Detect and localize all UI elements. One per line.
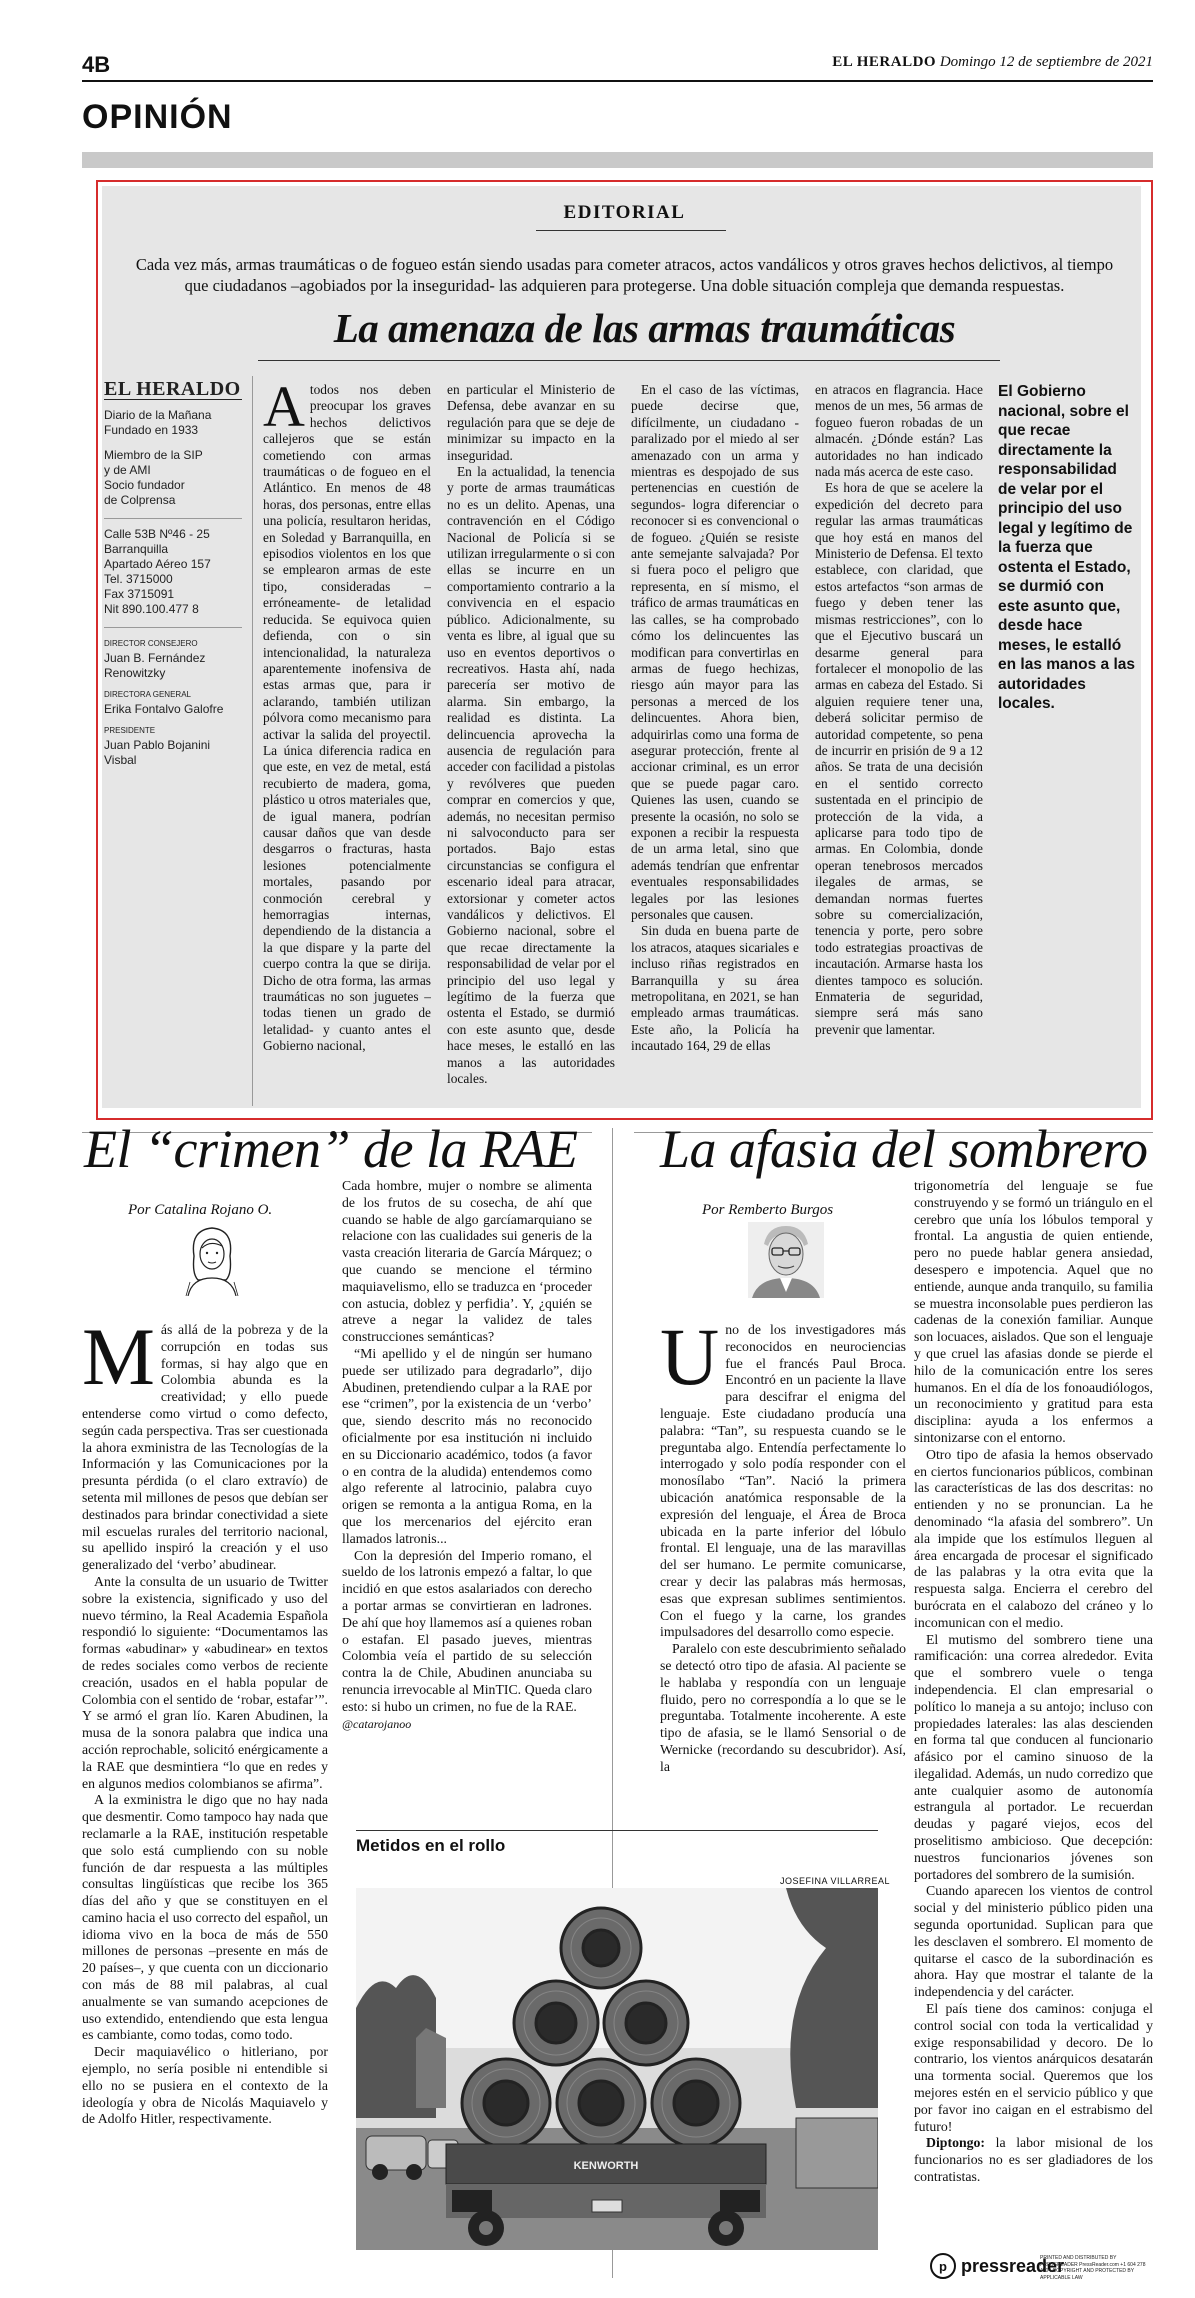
masthead-line: Tel. 3715000 [104, 572, 173, 586]
editorial-paragraph: en particular el Ministerio de Defensa, debe avanzar en su regulación para que se deje de minimizar su impacto en la inseguridad. [447, 382, 615, 463]
column-paragraph: El mutismo del sombrero tiene una ramificación: una correa alrededor. Evita que el sombrero vuele o tenga independencia. El clan empresarial o político lo maneja a su antojo; incluso con propiedades laterales: las alas descienden en forma tal que conducen al funcionario afásico por el camino sinuoso de la ilegalidad. Además, un nudo corredizo que ante cualquier asomo de autonomía estrangula al portador. Le recuerdan deudas y pagaré viejos, ecos del proselitismo ambicioso. Que decepción: nuestros funcionarios jóvenes son portadores del sombrero de la sumisión. [914, 1631, 1153, 1882]
pressreader-icon: p [930, 2253, 956, 2279]
paper-name: EL HERALDO [832, 54, 937, 70]
masthead-separator [104, 518, 242, 519]
column-paragraph: trigonometría del lenguaje se fue construyendo y se formó un triángulo en el cerebro que unía los lóbulos temporal y frontal. La angustia de quien entiende, pero no puede hablar genera ansiedad, desespero e impotencia. Aquel que no entiende, aunque anda tranquilo, su familia se muestra inconsolable pues perdieron las cadenas de la conexión familiar. Aunque son locuaces, aislados. Que son el lenguaje y que cruel las afasias donde se pierde el hilo de la comunicación entre los seres humanos. En el día de los fonoaudiólogos, un reconocimiento y gratitud para esta disciplina: ayuda a los enfermos a sintonizarse con el entorno. [914, 1178, 1153, 1445]
photo-title: Metidos en el rollo [356, 1836, 506, 1855]
masthead-line: Miembro de la SIP [104, 448, 203, 462]
photo-truck-rolls [356, 1888, 878, 2250]
editorial-paragraph: En la actualidad, la tenencia y porte de armas traumáticas no es un delito. Apenas, una contravención en el Código Nacional de Policía si se utilizan irregularmente o si con ellas se incurre en un comportamiento contrario a la convivencia en el espacio público. Adicionalmente, su venta es libre, al igual que su uso en eventos deportivos o recreativos. Hasta ahí, nada parecería ser motivo de alarma. Sin embargo, la realidad es distinta. La delincuencia aprovecha la ausencia de regulación para acceder con facilidad a pistolas y revólveres que pueden comprar en comercios y que, además, no necesitan permiso ni salvoconducto para ser portados. Bajo estas circunstancias se configura el escenario ideal para atracar, extorsionar y cometer actos vandálicos y delictivos. El Gobierno nacional, sobre el que recae directamente la responsabilidad de velar por el principio del uso legal y legítimo de la fuerza que ostenta el Estado, se durmió con este asunto que, desde hace meses, le estalló en las manos a las autoridades locales. [447, 464, 615, 1087]
closing-label: Diptongo: [926, 2135, 986, 2151]
masthead-person: Juan B. Fernández Renowitzky [104, 651, 206, 680]
masthead-separator [104, 627, 242, 628]
column1-text-b [342, 1178, 592, 1778]
section-grey-bar [82, 152, 1153, 168]
editorial-column-2 [447, 382, 615, 1112]
editorial-paragraph: En el caso de las víctimas, puede decirse que, difícilmente, un ciudadano - paralizado por el miedo al ser amenazado con un arma y mientras es despojado de sus pertenencias en cuestión de segundos- logra diferenciar o reconocer si es convencional o de fogueo. ¿Quién se resiste ante semejante salvajada? Por si fuera poco el peligro que representa, en sí mismo, el tráfico de armas traumáticas en las calles, se ha comprobado cómo los delincuentes las modifican para convertirlas en armas de fuego hechizas, riesgo aún mayor para las personas a merced de los delincuentes. Ahora bien, adquirirlas como una forma de asegurar protección, frente al accionar criminal, es un error que se puede pagar caro. Quienes las usen, cuando se presente la ocasión, no solo se exponen a recibir la respuesta de un arma letal, sino que además tendrían que enfrentar eventuales responsabilidades legales por las lesiones personales que causen. [631, 382, 799, 922]
masthead-logo: EL HERALDO [104, 378, 241, 400]
editorial-text: todos nos deben preocupar los graves hechos delictivos callejeros que se están cometiendo con armas traumáticas o de fogueo en el Atlántico. En menos de 48 horas, dos personas, entre ellas una policía, resultaron heridas, en Soledad y Barranquilla, en episodios violentos en los que se emplearon armas de este tipo, consideradas –erróneamente- de letalidad reducida. Se equivoca quien defienda, con o sin intencionalidad, la naturaleza aparentemente inofensiva de estas armas que, para ir aclarando, también utilizan pólvora como mecanismo para activar la salida del proyectil. La única diferencia radica en que este, en vez de metal, está recubierto de madera, goma, plástico u otros materiales que, de igual manera, podrían causar daños que van desde desgarros o fracturas, hasta lesiones potencialmente mortales, pasando por conmoción cerebral y hemorragias internas, dependiendo de la distancia a la que dispare y la parte del cuerpo contra la que se dirija. Dicho de otra forma, las armas traumáticas no son juguetes –todas tienen un grado de letalidad- y cuanto antes el Gobierno nacional, [263, 382, 431, 1054]
column-paragraph: Cada hombre, mujer o nombre se alimenta de los frutos de su cosecha, de ahí que cuando se hable de algo garcíamarquiano se relacione con las cualidades sui generis de la vasta creación literaria de García Márquez; o que cuando se mencione el término maquiavelismo, ello se traduzca en ‘proceder con astucia, doblez y perfidia’. Y, ¿quién se atreve a negar la validez de tales construcciones semánticas? [342, 1178, 592, 1345]
editorial-column-4 [815, 382, 983, 1112]
column-paragraph: Cuando aparecen los vientos de control social y del ministerio público piden una segunda oportunidad. Suplican para que les desclaven el sombrero. El momento de quitarse el casco de la subordinación es ahora. Hay que mostrar el talante de la independencia y del carácter. [914, 1883, 1153, 2000]
column2-byline: Por Remberto Burgos [702, 1202, 834, 1218]
editorial-paragraph: Sin duda en buena parte de los atracos, ataques sicariales e incluso riñas registrados en Barranquilla y su área metropolitana, en 2021, se han empleado armas traumáticas. Este año, la Policía ha incautado 164, 29 de ellas [631, 923, 799, 1054]
masthead-line: Calle 53B Nº46 - 25 [104, 527, 210, 541]
masthead-person: Erika Fontalvo Galofre [104, 702, 224, 716]
editorial-title: La amenaza de las armas traumáticas [333, 305, 956, 351]
editorial-dropcap: A [263, 382, 305, 439]
column-paragraph: “Mi apellido y el de ningún ser humano puede ser utilizado para degradarlo”, dijo Abudinen, pretendiendo culpar a la RAE por ese “crimen”, por la existencia de un ‘verbo’ que, siendo descrito más no reconocido oficialmente por esa institución ni incluido en su Diccionario académico, todos (a favor o en contra de la aludida) entendemos como algo referente al latrocinio, palabra cuyo origen se remonta a la antigua Roma, en la que los mercenarios del ejército eran llamados latronis... [342, 1345, 592, 1546]
column-paragraph: El país tiene dos caminos: conjuga el control social con toda la verticalidad y exige responsabilidad y decoro. De lo contrario, los vientos anárquicos desatarán una tormenta social. Queremos que los mejores estén en el servicio público y que por favor ino caigan en el estrabismo del futuro! [914, 2001, 1153, 2134]
editorial-column-1 [263, 382, 431, 1112]
page-number: 4B [82, 52, 111, 77]
paper-date-line [832, 54, 1153, 71]
column1-title: El “crimen” de la RAE [84, 1119, 578, 1179]
column-paragraph: Paralelo con este descubrimiento señalado se detectó otro tipo de afasia. Al paciente se le hablaba y respondía con un lenguaje fluido, pero no correspondía a lo que se le preguntaba. Totalmente incoherente. A este tipo de afasia, se le llamó Sensorial o de Wernicke (recordando su descubridor). Así, la [660, 1641, 906, 1774]
columnist-portrait [180, 1222, 244, 1296]
masthead-line: Diario de la Mañana [104, 408, 212, 422]
column-paragraph: Otro tipo de afasia la hemos observado en ciertos funcionarios públicos, combinan las características de las dos descritas: no entienden y no se pronuncian. La he denominado “la afasia del sombrero”. Un ala impide que los estímulos lleguen al área encargada de procesar el significado de las palabras y la otra evita que la respuesta salga. Encierra el cerebro del burócrata en el calabozo del cráneo y lo incomunican con el medio. [914, 1446, 1153, 1630]
pressreader-note: PRINTED AND DISTRIBUTED BY PRESSREADER PressReader.com +1 604 278 4604 COPYRIGHT AND PROTECTED BY APPLICABLE LAW [1040, 2255, 1146, 2281]
header-rule [82, 80, 1153, 82]
column1-handle: @catarojanoo [342, 1716, 412, 1731]
column1-dropcap: M [82, 1322, 155, 1402]
editorial-columns [263, 382, 983, 1112]
masthead-line: de Colprensa [104, 493, 176, 507]
column-paragraph [82, 1322, 328, 1574]
editorial-box [96, 180, 1153, 1120]
masthead-role: DIRECTORA GENERAL [104, 690, 191, 699]
masthead-line: Apartado Aéreo 157 [104, 557, 211, 571]
masthead-line: Socio fundador [104, 478, 185, 492]
column2-dropcap: U [660, 1322, 720, 1402]
masthead-line: y de AMI [104, 463, 151, 477]
masthead [104, 378, 242, 768]
masthead-founding [104, 408, 242, 438]
column-text: ás allá de la pobreza y de la corrupción en todas sus formas, si hay algo que en Colombia abunda es la creatividad; y ello puede entenderse como virtud o como defecto, según cada perspectiva. Tras ser cuestionada la ahora exministra de las Tecnologías de la Información y las Comunicaciones por la presunta pérdida (o el claro extravío) de setenta mil millones de pesos que debían ser destinados para brindar conectividad a siete mil escuelas rurales del territorio nacional, su apellido inspiró la creación y el uso generalizado del ‘verbo’ abudinear. [82, 1322, 328, 1573]
column-paragraph [660, 1322, 906, 1641]
editorial-pullquote: El Gobierno nacional, sobre el que recae directamente la responsabilidad de velar por el principio del uso legal y legítimo de la fuerza que ostenta el Estado, se durmió con este asunto que, desde hace meses, le estalló en las manos a las autoridades locales. [998, 383, 1135, 712]
column1-text-a [82, 1322, 328, 2282]
masthead-address [104, 527, 242, 617]
columnist-portrait [748, 1222, 824, 1298]
column2-title: La afasia del sombrero [660, 1119, 1148, 1179]
editorial-paragraph: en atracos en flagrancia. Hace menos de un mes, 56 armas de fogueo fueron robadas de un almacén. ¿Dónde están? Las autoridades no han indicado nada más acerca de este caso. [815, 382, 983, 480]
column-paragraph: A la exministra le digo que no hay nada que desmentir. Como tampoco hay nada que reclamarle a la RAE, institución respetable que solo está cumpliendo con su noble función de dar respuesta a las múltiples consultas lingüísticas que recibe los 365 días del año y que se constituyen en el camino hacia el uso correcto del español, un idioma vivo en la boca de más de 550 millones de personas –presente en más de 20 países–, y que cuenta con un diccionario con más de 88 mil palabras, al cual anualmente se van sumando acepciones de uso extendido, entendiendo que esta lengua es cambiante, como todas, como todo. [82, 1792, 328, 2043]
issue-date: Domingo 12 de septiembre de 2021 [939, 54, 1153, 70]
masthead-role: PRESIDENTE [104, 726, 156, 735]
column2-text-b [914, 1178, 1153, 2248]
editorial-lead: Cada vez más, armas traumáticas o de fogueo están siendo usadas para cometer atracos, actos vandálicos y otros graves hechos delictivos, al tiempo que ciudadanos –agobiados por la inseguridad- las adquieren para protegerse. Una doble situación compleja que demanda respuestas. [135, 255, 1114, 295]
masthead-line: Fax 3715091 [104, 587, 175, 601]
editorial-title-rule [258, 360, 1000, 361]
column-paragraph: Con la depresión del Imperio romano, el sueldo de los latronis empezó a faltar, lo que incidió en que estos asalariados con derecho a portar armas se convirtieran en ladrones. De ahí que hoy llamemos así a quienes roban o estafan. El pasado jueves, mientras Colombia veía el partido de su selección contra la de Chile, Abudinen anunciaba su renuncia irrevocable al MinTIC. Queda claro esto: si hubo un crimen, no fue de la RAE. [342, 1547, 592, 1714]
masthead-line: Nit 890.100.477 8 [104, 602, 199, 616]
photo-credit: JOSEFINA VILLARREAL [780, 1876, 891, 1886]
masthead-line: Barranquilla [104, 542, 169, 556]
editorial-label-rule [536, 230, 726, 231]
masthead-person: Juan Pablo Bojanini Visbal [104, 738, 211, 767]
editorial-label: EDITORIAL [563, 202, 686, 223]
closing-text: la labor misional de los funcionarios no es ser gladiadores de los contratistas. [914, 2135, 1153, 2185]
photo-top-rule [356, 1830, 878, 1831]
editorial-masthead-divider [252, 376, 253, 1106]
pressreader-name: pressreader [961, 2255, 1065, 2276]
masthead-line: Fundado en 1933 [104, 423, 199, 437]
editorial-column-3 [631, 382, 799, 1112]
column-paragraph [914, 2135, 1153, 2185]
column1-byline: Por Catalina Rojano O. [128, 1202, 273, 1218]
masthead-role: DIRECTOR CONSEJERO [104, 639, 198, 648]
column-paragraph: Decir maquiavélico o hitleriano, por ejemplo, no sería posible ni entendible si ello no se pusiera en el contexto de la ideología y obra de Nicolás Maquiavelo y de Adolfo Hitler, respectivamente. [82, 2044, 328, 2127]
column-text: no de los investigadores más reconocidos en neurociencias fue el francés Paul Broca. Encontró en un paciente la llave para descifrar el enigma del lenguaje. Este ciudadano producía una palabra: “Tan”, su respuesta cuando se le preguntaba algo. Entendía perfectamente lo interrogado y solo podía responder con el monosílabo “Tan”. Nació la primera ubicación anatómica responsable de la expresión del lenguaje, el Área de Broca ubicada en la parte inferior del lóbulo frontal. El lenguaje, una de las maravillas del ser humano. Le permite comunicarse, crear y decir las palabras más hermosas, esas que expresan sublimes sentimientos. Con el fuego y la carne, los grandes impulsadores del desarrollo como especie. [660, 1322, 906, 1640]
editorial-paragraph: Es hora de que se acelere la expedición del decreto para regular las armas traumáticas que hoy está en manos del Ministerio de Defensa. El texto establece, con claridad, que estos artefactos “son armas de fuego y deben tener las mismas restricciones”, con lo que el Ejecutivo buscará un desarme general para fortalecer el monopolio de las armas en cabeza del Estado. Si alguien requiere tener una, deberá solicitar permiso de autoridad competente, so pena de incurrir en prisión de 9 a 12 años. Se trata de una decisión en el sentido correcto sustentada en el principio de protección de la vida, a aplicarse para todo tipo de armas. En Colombia, donde operan tenebrosos mercados ilegales de armas, se demandan normas fuertes sobre su comercialización, tenencia y porte, pero sobre todo estrategias proactivas de incautación. Armarse hasta los dientes tampoco es solución. Enmateria de seguridad, siempre será más sano prevenir que lamentar. [815, 480, 983, 1037]
section-title: OPINIÓN [82, 98, 233, 136]
masthead-memberships [104, 448, 242, 508]
editorial-paragraph [263, 382, 431, 1055]
truck-brand-text: KENWORTH [573, 2160, 639, 2172]
column-paragraph: Ante la consulta de un usuario de Twitter sobre la existencia, significado y uso del nuevo término, la Real Academia Española respondió lo siguiente: “Documentamos las formas «abudinar» y «abudinear» en textos de redes sociales como verbos de reciente creación, usados en el habla popular de Colombia con el sentido de ‘robar, estafar’”. Y se armó el gran lío. Karen Abudinen, la musa de la sonora palabra que indica una acción reprochable, solicitó enérgicamente a la RAE que desmintiera “lo que en redes y en algunos medios colombianos se afirma”. [82, 1573, 328, 1791]
